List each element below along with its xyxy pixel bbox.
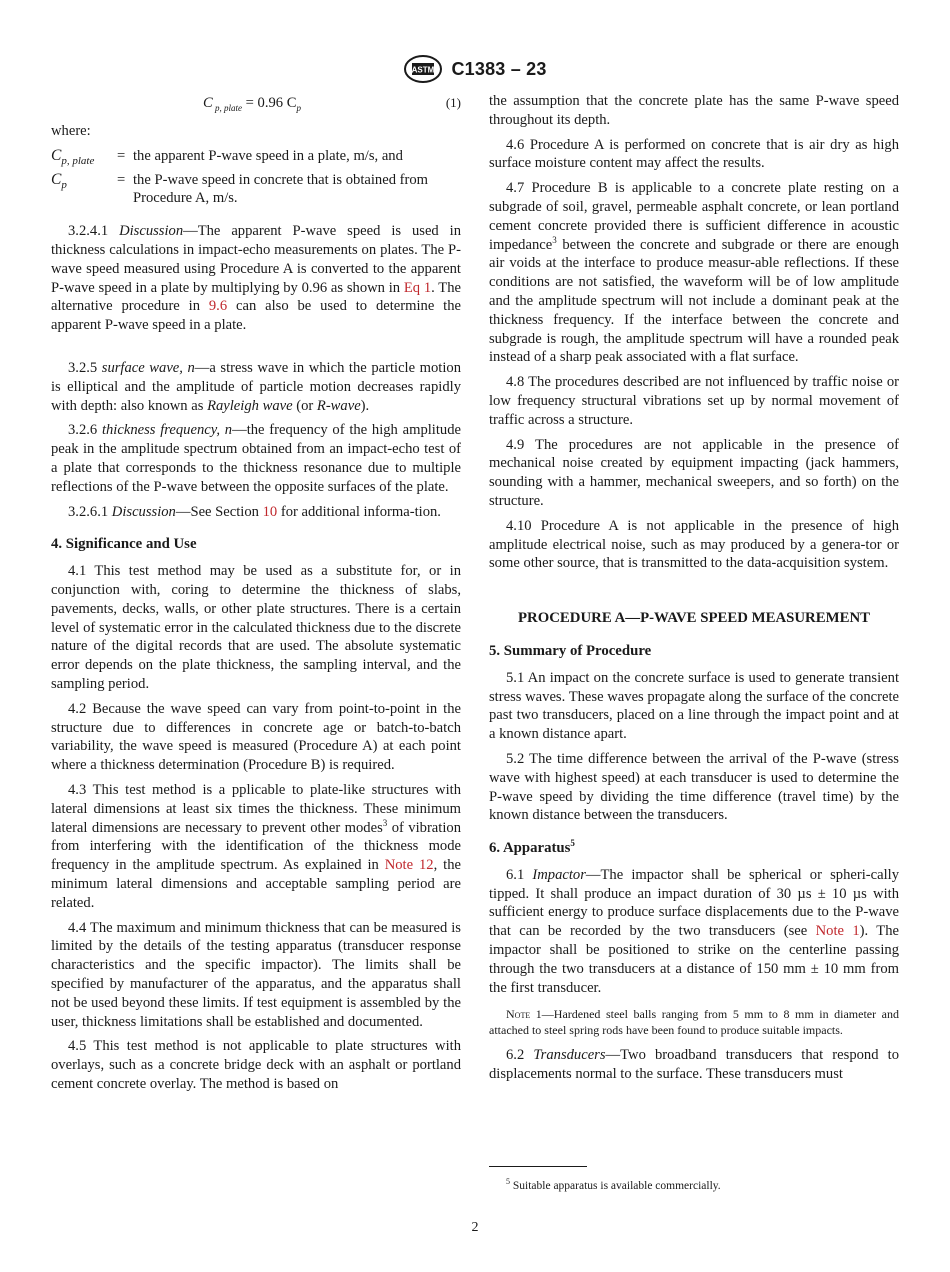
section-9-6-link[interactable]: 9.6 xyxy=(208,298,228,315)
equation-1: C $_{p, plate}$ = 0.96 $C_p$ (1) xyxy=(203,95,461,113)
paragraph-4-5-continued: the assumption that the concrete plate has the same P-wave speed throughout its depth. xyxy=(489,93,899,128)
section-3-2-5: 3.2.5 surface wave, n—a stress wave in which the particle motion is elliptical and the amplitude of particle motion decreases rapidly with depth: also known as Rayleigh wave (or R-wave). xyxy=(51,360,461,414)
right-column xyxy=(489,92,899,1090)
procedure-a-heading: PROCEDURE A—P-WAVE SPEED MEASUREMENT xyxy=(517,610,870,627)
eq-1-link[interactable]: Eq 1 xyxy=(403,279,432,296)
paragraph-6-2: 6.2 Transducers—Two broadband transducers that respond to displacements normal to the surface. These transducers must xyxy=(489,1047,899,1083)
logo-text: ASTM xyxy=(412,65,435,75)
paragraph-4-9: 4.9 The procedures are not applicable in the presence of mechanical noise created by equipment impacting (jack hammers, sounding with a hammer, mechanical sweepers, and so forth) on the structure. xyxy=(489,436,899,509)
paragraph-4-4: 4.4 The maximum and minimum thickness that can be measured is limited by the details of the testing apparatus (transducer response characteristics and the specific impactor). The limits shall be specified by manufacturer of the apparatus, and the apparatus shall not be used beyond these limits. If test equipment is assembled by the user, thickness limitations shall be established and documented. xyxy=(51,919,461,1030)
note-12-link[interactable]: Note 12 xyxy=(384,857,434,874)
section-6-heading: 6. Apparatus$^5$ xyxy=(489,838,575,857)
definition-row: $C_{p, plate}$ = the apparent P-wave speed in a plate, m/s, and xyxy=(51,146,403,167)
section-3-2-6-1: 3.2.6.1 Discussion—See Section 10 for additional informa-tion. xyxy=(68,503,441,520)
page-number: 2 xyxy=(471,1220,479,1235)
paragraph-4-3: 4.3 This test method is a pplicable to plate-like structures with lateral dimensions at least six times the thickness. These minimum lateral dimensions are necessary to prevent other modes$^3$ of vibration from interfering with the identification of the thickness mode frequency in the amplitude spectrum. As explained in Note 12, the minimum lateral dimensions and acceptable sampling period are related. xyxy=(51,782,461,911)
paragraph-4-6: 4.6 Procedure A is performed on concrete that is air dry as high surface moisture content may affect the results. xyxy=(489,136,899,172)
paragraph-5-1: 5.1 An impact on the concrete surface is used to generate transient stress waves. These waves propagate along the surface of the concrete past two transducers, placed on a line through the impact point and at a known distance apart. xyxy=(489,669,899,743)
paragraph-4-5: 4.5 This test method is not applicable to plate structures with overlays, such as a concrete bridge deck with an asphalt or portland cement concrete overlay. The method is based on xyxy=(51,1038,461,1092)
paragraph-5-2: 5.2 The time difference between the arrival of the P-wave (stress wave with highest speed) at each transducer is used to determine the P-wave speed by dividing the time difference (travel time) by the known distance between the transducers. xyxy=(489,750,899,824)
section-10-link[interactable]: 10 xyxy=(262,503,278,520)
astm-logo-icon xyxy=(403,54,443,84)
paragraph-4-7: 4.7 Procedure B is applicable to a concrete plate resting on a subgrade of soil, gravel, permeable asphalt concrete, or lean portland cement concrete provided there is sufficient difference in acoustic impedance$^3$ between the concrete and subgrade or there are enough air voids at the interface to produce measur-able reflections. If these conditions are not satisfied, the waveform will be of low amplitude and the amplitude spectrum will not include a dominant peak at the thickness frequency. If the interface between the concrete and subgrade is rough, the amplitude spectrum will have a rounded peak instead of a sharp peak associated with a flat surface. xyxy=(489,180,899,366)
note-1: Note 1—Hardened steel balls ranging from 5 mm to 8 mm in diameter and attached to steel spring rods have been found to produce suitable impacts. xyxy=(489,1007,899,1037)
paragraph-6-1: 6.1 Impactor—The impactor shall be spherical or spheri-cally tipped. It shall produce an impact duration of 30 µs ± 10 µs with sufficient energy to produce surface displacements due to the P-wave that can be recorded by the two transducers (see Note 1). The impactor shall be positioned to strike on the centerline passing through the two transducers at a distance of 150 mm ± 10 mm from the first transducer. xyxy=(489,866,899,996)
definitions-table xyxy=(51,147,461,208)
section-4-heading: 4. Significance and Use xyxy=(51,536,197,553)
note-1-link[interactable]: Note 1 xyxy=(815,923,860,940)
page-header xyxy=(0,54,950,84)
paragraph-4-10: 4.10 Procedure A is not applicable in the presence of high amplitude electrical noise, such as may produced by a genera-tor or some other source, that is transmitted to the data-acquisition system. xyxy=(489,517,899,572)
paragraph-4-8: 4.8 The procedures described are not influenced by traffic noise or low frequency structural vibrations set up by normal movement of traffic across a structure. xyxy=(489,374,899,428)
footnote-5: $^5$ Suitable apparatus is available commercially. xyxy=(506,1177,721,1192)
section-3-2-4-1: 3.2.4.1 Discussion—The apparent P-wave speed is used in thickness calculations in impact-echo measurements on plates. The P-wave speed measured using Procedure A is converted to the apparent P-wave speed in a plate by multiplying by 0.96 as shown in Eq 1. The alternative procedure in 9.6 can also be used to determine the apparent P-wave speed in a plate. xyxy=(51,223,461,334)
equation-number: (1) xyxy=(445,95,461,110)
paragraph-4-1: 4.1 This test method may be used as a substitute for, or in conjunction with, coring to determine the thickness of slabs, pavements, decks, walls, or other plate structures. There is a certain level of systematic error in the calculated thickness due to the discrete nature of the digital records that are used. The absolute systematic error depends on the plate thickness, the sampling interval, and the sampling period. xyxy=(51,563,461,693)
left-column xyxy=(51,92,461,1100)
definition-row: $C_p$ = the P-wave speed in concrete that is obtained from Procedure A, m/s. xyxy=(51,170,429,207)
section-5-heading: 5. Summary of Procedure xyxy=(489,642,652,659)
standard-designation: C1383 – 23 xyxy=(451,58,547,79)
where-label: where: xyxy=(51,123,91,139)
footnote-divider xyxy=(489,1166,587,1167)
paragraph-4-2: 4.2 Because the wave speed can vary from point-to-point in the structure due to differences in concrete age or batch-to-batch variability, the wave speed is measured (Procedure A) at each point where a thickness determination (Procedure B) is required. xyxy=(51,700,461,774)
section-3-2-6: 3.2.6 thickness frequency, n—the frequency of the high amplitude peak in the amplitude spectrum obtained from an impact-echo test of a plate that corresponds to the thickness resonance due to multiple reflections of the P-wave between the opposite surfaces of the plate. xyxy=(51,422,461,495)
